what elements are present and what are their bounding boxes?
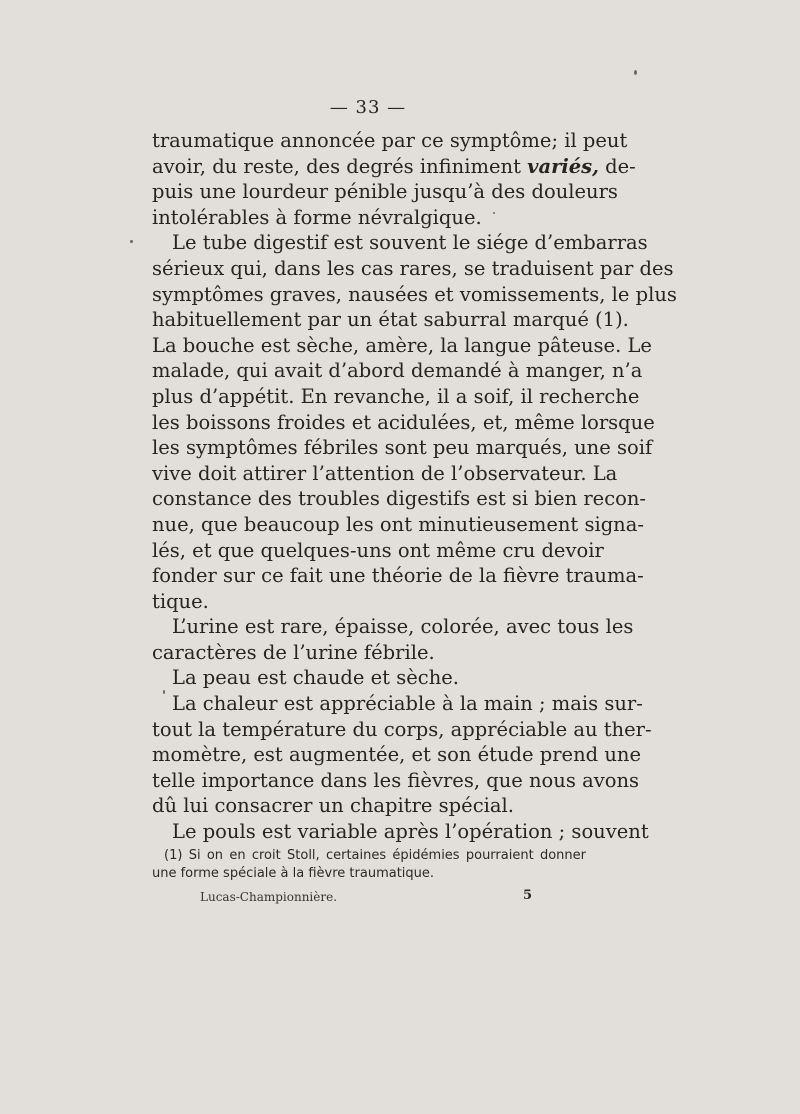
text-line-content: intolérables à forme névralgique. xyxy=(152,205,482,229)
text-line-content: La chaleur est appréciable à la main ; mais sur- xyxy=(172,692,643,716)
text-line xyxy=(152,614,634,640)
text-line-content: avoir, du reste, des degrés infiniment xyxy=(152,154,528,178)
text-line-content: La peau est chaude et sèche. xyxy=(172,666,459,690)
text-line xyxy=(152,384,640,410)
text-line-content: les boissons froides et acidulées, et, même lorsque xyxy=(152,410,655,434)
body-text xyxy=(152,128,677,845)
text-line xyxy=(152,230,648,256)
text-line-content: dû lui consacrer un chapitre spécial. xyxy=(152,794,514,818)
text-line xyxy=(152,742,641,768)
text-line xyxy=(152,128,628,154)
text-line xyxy=(152,512,644,538)
paper-speck xyxy=(493,212,495,214)
emphasized-word: variés, xyxy=(527,154,599,178)
text-line xyxy=(152,333,652,359)
footnote xyxy=(152,847,586,882)
text-line xyxy=(152,819,649,845)
text-line xyxy=(152,282,677,308)
text-line-content: tique. xyxy=(152,589,209,613)
text-line-content: malade, qui avait d’abord demandé à manger, n’a xyxy=(152,359,643,383)
paper-speck xyxy=(634,70,637,75)
footnote-line: (1) Si on en croit Stoll, certaines épidémies pourraient donner xyxy=(164,848,586,863)
text-line-content: vive doit attirer l’attention de l’observateur. La xyxy=(152,461,618,485)
text-line xyxy=(152,768,640,794)
footnote-line: une forme spéciale à la fièvre traumatique. xyxy=(152,865,435,881)
text-line-content: nue, que beaucoup les ont minutieusement signa- xyxy=(152,512,644,536)
page-number: — 33 — xyxy=(329,97,407,118)
text-line-content: Le tube digestif est souvent le siége d’embarras xyxy=(172,231,648,255)
text-line xyxy=(152,486,647,512)
text-line xyxy=(152,665,586,691)
text-line xyxy=(152,154,636,180)
text-line-content: lés, et que quelques-uns ont même cru devoir xyxy=(152,538,604,562)
text-line xyxy=(152,307,629,333)
text-line-content: constance des troubles digestifs est si bien recon- xyxy=(152,487,647,511)
text-line xyxy=(152,435,653,461)
signature-line: Lucas-Championnière. xyxy=(200,890,338,904)
text-line-content: plus d’appétit. En revanche, il a soif, il recherche xyxy=(152,384,640,408)
text-line xyxy=(152,256,674,282)
text-line xyxy=(152,358,643,384)
text-line-content: sérieux qui, dans les cas rares, se traduisent par des xyxy=(152,256,674,280)
text-line xyxy=(152,179,618,205)
text-line-content: les symptômes fébriles sont peu marqués, une soif xyxy=(152,436,653,460)
text-line xyxy=(152,205,586,231)
paper-speck xyxy=(163,690,165,694)
text-line xyxy=(152,461,618,487)
text-line xyxy=(152,410,655,436)
text-line xyxy=(152,691,643,717)
signature-mark: 5 xyxy=(523,888,533,903)
text-line xyxy=(152,793,586,819)
text-line-content: puis une lourdeur pénible jusqu’à des douleurs xyxy=(152,180,618,204)
text-line-content: La bouche est sèche, amère, la langue pâteuse. Le xyxy=(152,333,652,357)
text-line-content: de- xyxy=(598,154,636,178)
text-line-content: momètre, est augmentée, et son étude prend une xyxy=(152,743,641,767)
text-line xyxy=(152,538,604,564)
text-line-content: fonder sur ce fait une théorie de la fièvre trauma- xyxy=(152,564,644,588)
text-line-content: L’urine est rare, épaisse, colorée, avec tous les xyxy=(172,615,634,639)
text-line-content: traumatique annoncée par ce symptôme; il peut xyxy=(152,129,628,152)
paper-speck xyxy=(130,240,133,243)
text-line-content: symptômes graves, nausées et vomissements, le plus xyxy=(152,282,677,306)
text-line-content: telle importance dans les fièvres, que nous avons xyxy=(152,768,640,792)
text-line-content: habituellement par un état saburral marqué (1). xyxy=(152,308,629,332)
text-line xyxy=(152,717,652,743)
text-line-content: tout la température du corps, appréciable au ther- xyxy=(152,717,652,741)
text-line xyxy=(152,563,644,589)
text-line-content: Le pouls est variable après l’opération ; souvent xyxy=(172,820,649,844)
text-line-content: caractères de l’urine fébrile. xyxy=(152,640,435,664)
text-line xyxy=(152,640,586,666)
text-line xyxy=(152,589,586,615)
